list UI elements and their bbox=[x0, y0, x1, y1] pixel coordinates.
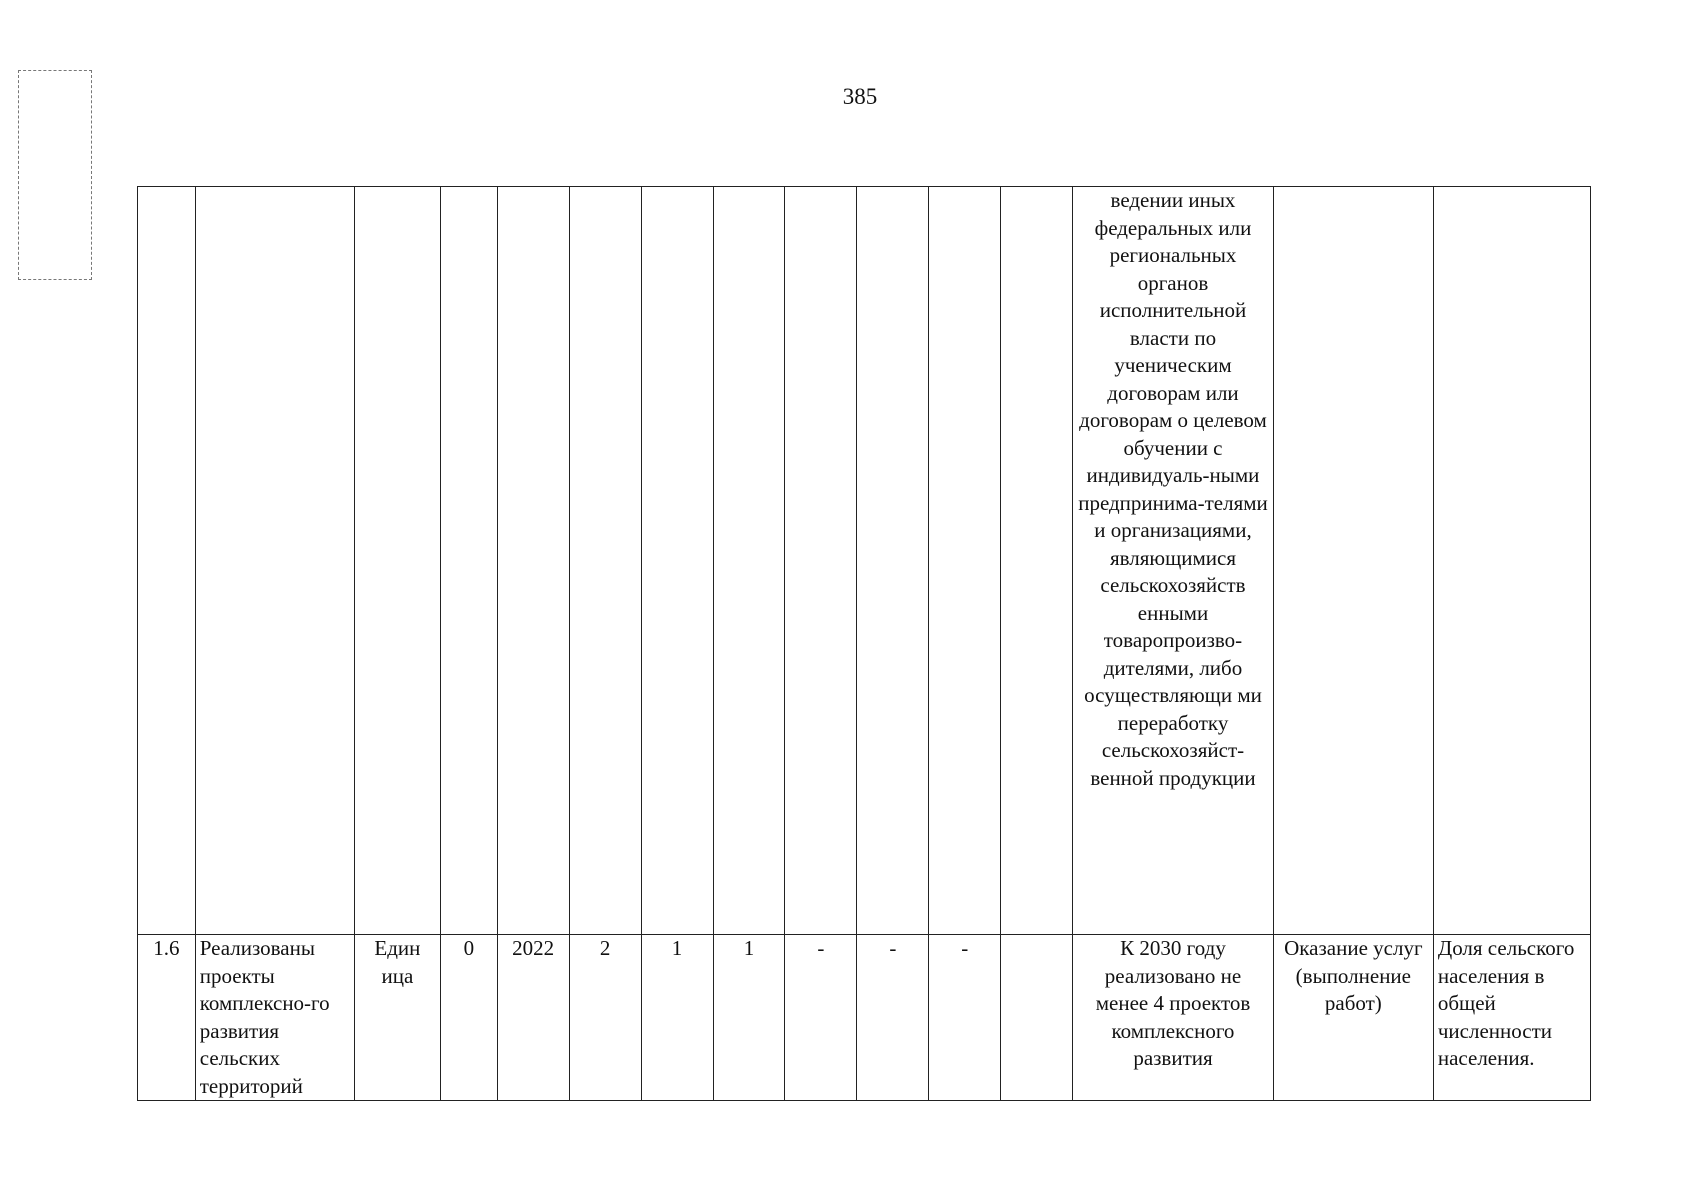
row-value-5: - bbox=[857, 935, 929, 1101]
table-row bbox=[138, 935, 1591, 1101]
registration-stamp bbox=[18, 70, 92, 280]
row-value-3: 1 bbox=[713, 935, 785, 1101]
row-unit: Един ица bbox=[354, 935, 440, 1101]
row-base-value: 0 bbox=[440, 935, 497, 1101]
row-value-1: 2 bbox=[569, 935, 641, 1101]
stamp-text bbox=[0, 75, 155, 275]
row-description: К 2030 году реализовано не менее 4 проектов комплексного развития bbox=[1073, 935, 1274, 1101]
page-number: 385 bbox=[842, 84, 878, 109]
row-value-6: - bbox=[929, 935, 1001, 1101]
continued-description-cell: ведении иных федеральных или региональных органов исполнительной власти по ученическим договорам или договорам о целевом обучении с индивидуаль-ными предпринима-телями и организациями, являющимися сельскохозяйств енными товаропроизво-дителями, либо осуществляющи ми переработку сельскохозяйст-венной продукции bbox=[1073, 187, 1274, 935]
row-value-2: 1 bbox=[641, 935, 713, 1101]
row-indicator: Доля сельского населения в общей численности населения. bbox=[1433, 935, 1590, 1101]
row-type: Оказание услуг (выполнение работ) bbox=[1273, 935, 1433, 1101]
row-base-year: 2022 bbox=[497, 935, 569, 1101]
row-value-7 bbox=[1001, 935, 1073, 1101]
continued-row bbox=[138, 187, 1591, 935]
row-value-4: - bbox=[785, 935, 857, 1101]
indicators-table bbox=[137, 186, 1591, 1101]
row-number: 1.6 bbox=[138, 935, 196, 1101]
row-name: Реализованы проекты комплексно-го развития сельских территорий bbox=[195, 935, 354, 1101]
